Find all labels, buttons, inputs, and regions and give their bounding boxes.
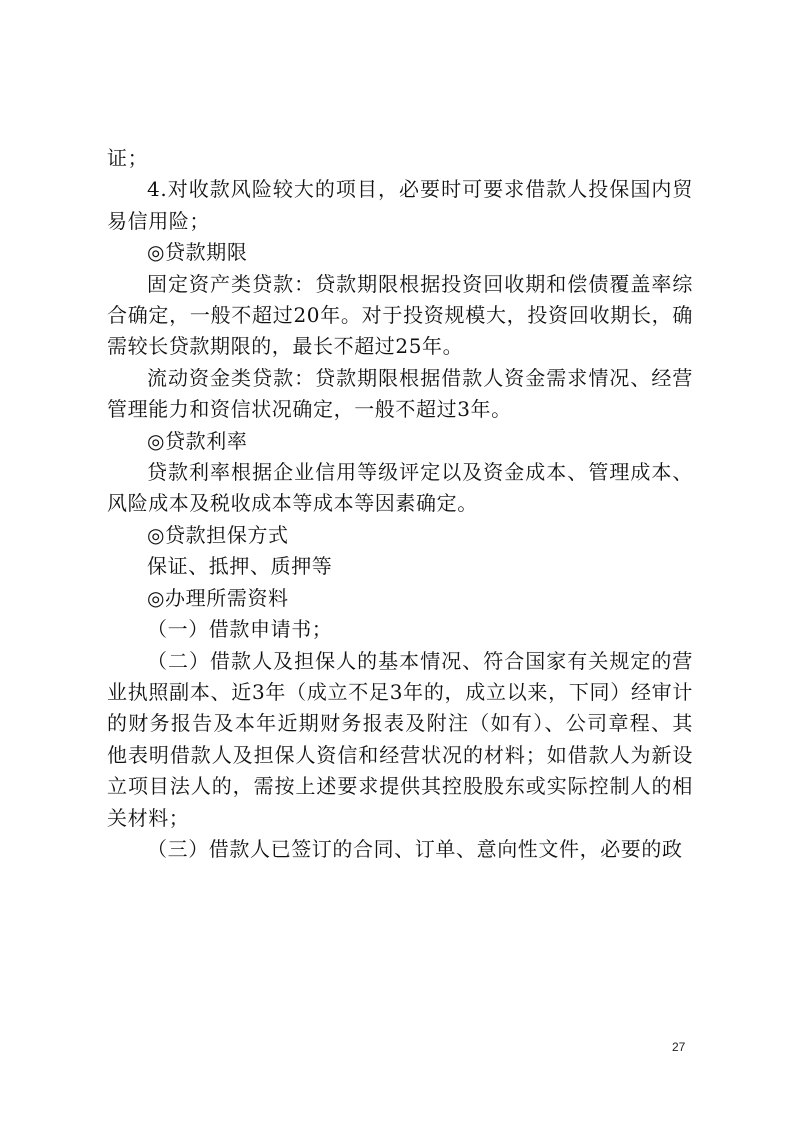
list-item-2: （二）借款人及担保人的基本情况、符合国家有关规定的营业执照副本、近3年（成立不足3年的，成立以来，下同）经审计的财务报告及本年近期财务报表及附注（如有）、公司章程、其他表明借款人及担保人资信和经营状况的材料；如借款人为新设立项目法人的，需按上述要求提供其控股股东或实际控制人的相关材料；	[107, 648, 693, 830]
paragraph-loan-rate: 贷款利率根据企业信用等级评定以及资金成本、管理成本、风险成本及税收成本等成本等因素确定。	[107, 460, 693, 516]
heading-required-materials: ◎办理所需资料	[147, 585, 289, 610]
paragraph-working-capital-loan: 流动资金类贷款：贷款期限根据借款人资金需求情况、经营管理能力和资信状况确定，一般不超过3年。	[107, 365, 693, 422]
list-item-3: （三）借款人已签订的合同、订单、意向性文件，必要的政	[147, 836, 683, 861]
heading-loan-rate: ◎贷款利率	[147, 428, 248, 453]
paragraph-item-4: 4.对收款风险较大的项目，必要时可要求借款人投保国内贸易信用险；	[107, 177, 693, 233]
paragraph-fixed-asset-loan: 固定资产类贷款：贷款期限根据投资回收期和偿债覆盖率综合确定，一般不超过20年。对于投资规模大，投资回收期长，确需较长贷款期限的，最长不超过25年。	[107, 271, 693, 359]
list-item-1: （一）借款申请书；	[147, 617, 333, 642]
paragraph-guarantee-method: 保证、抵押、质押等	[147, 554, 333, 579]
heading-guarantee-method: ◎贷款担保方式	[147, 522, 289, 547]
page-number: 27	[672, 1040, 686, 1054]
paragraph-continuation: 证；	[107, 146, 149, 170]
body-text	[107, 143, 693, 865]
heading-loan-term: ◎贷款期限	[147, 240, 248, 265]
